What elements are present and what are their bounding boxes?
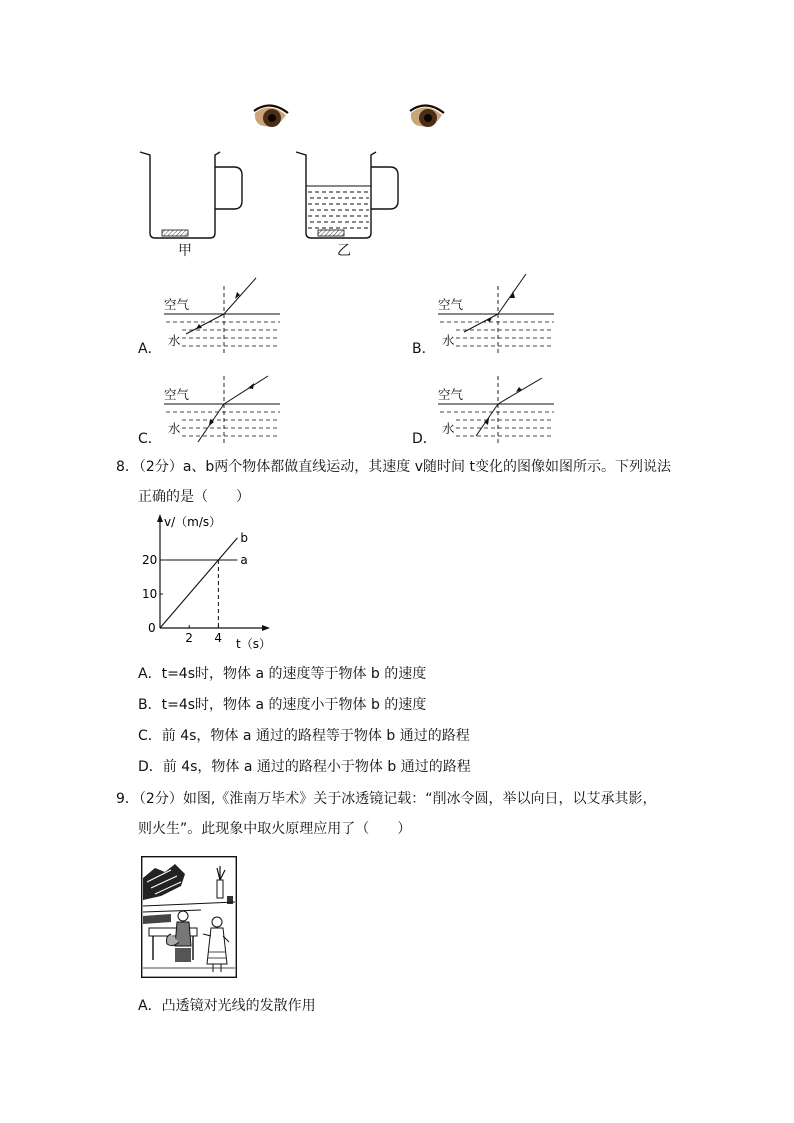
y-tick-label: 20 (142, 553, 158, 567)
q8-option-a[interactable]: A．t=4s时，物体 a 的速度等于物体 b 的速度 (138, 666, 427, 682)
water-label: 水 (168, 333, 181, 348)
refraction-diagram (410, 362, 560, 446)
y-tick-label: 10 (142, 587, 158, 601)
option-b-diagram[interactable] (410, 272, 560, 356)
beaker-label-right: 乙 (337, 243, 351, 259)
series-label-a: a (240, 553, 248, 567)
air-label: 空气 (438, 297, 464, 312)
x-tick-label: 4 (214, 631, 223, 645)
vt-chart (140, 512, 280, 652)
option-c-diagram[interactable] (136, 362, 286, 446)
x-axis-arrow (262, 625, 270, 631)
water-label: 水 (442, 421, 455, 436)
water-label: 水 (168, 421, 181, 436)
beaker-water (296, 152, 398, 238)
water-dashes (308, 192, 369, 228)
option-letter: C． (138, 431, 162, 447)
beaker-figure (130, 95, 460, 265)
q9-option-a[interactable]: A．凸透镜对光线的发散作用 (138, 998, 316, 1014)
option-letter: A． (138, 341, 162, 357)
eye-icon (254, 105, 288, 127)
x-axis-label: t（s） (236, 637, 271, 651)
series-line-b (160, 538, 237, 628)
q8-stem-line2: 正确的是（ ） (138, 489, 250, 505)
refraction-diagram (136, 362, 286, 446)
coin-icon (318, 230, 344, 236)
y-axis-arrow (157, 514, 163, 522)
q8-option-b[interactable]: B．t=4s时，物体 a 的速度小于物体 b 的速度 (138, 697, 427, 713)
y-axis-label: v/（m/s） (164, 515, 222, 529)
q8-option-c[interactable]: C．前 4s，物体 a 通过的路程等于物体 b 通过的路程 (138, 728, 470, 744)
origin-label: 0 (148, 621, 156, 635)
option-letter: B． (412, 341, 436, 357)
coin-icon (162, 230, 188, 236)
eye-icon (410, 105, 444, 127)
option-letter: D． (412, 431, 437, 447)
option-a-diagram[interactable] (136, 272, 286, 356)
water-label: 水 (442, 333, 455, 348)
q8-option-d[interactable]: D．前 4s，物体 a 通过的路程小于物体 b 通过的路程 (138, 759, 471, 775)
x-tick-label: 2 (185, 631, 193, 645)
refraction-diagram (410, 272, 560, 356)
q9-stem-line2: 则火生”。此现象中取火原理应用了（ ） (138, 821, 412, 837)
air-label: 空气 (438, 387, 464, 402)
beaker-label-left: 甲 (178, 243, 192, 259)
air-label: 空气 (164, 387, 190, 402)
ice-lens-illustration (141, 856, 237, 978)
series-label-b: b (240, 530, 249, 545)
refraction-diagram (136, 272, 286, 356)
option-d-diagram[interactable] (410, 362, 560, 446)
q8-stem-line1: 8．（2分）a、b两个物体都做直线运动，其速度 v随时间 t变化的图像如图所示。下列说法 (116, 459, 671, 475)
q9-stem-line1: 9．（2分）如图,《淮南万毕术》关于冰透镜记载：“削冰令圆，举以向日，以艾承其影， (116, 791, 657, 807)
air-label: 空气 (164, 297, 190, 312)
beaker-empty (140, 152, 242, 238)
